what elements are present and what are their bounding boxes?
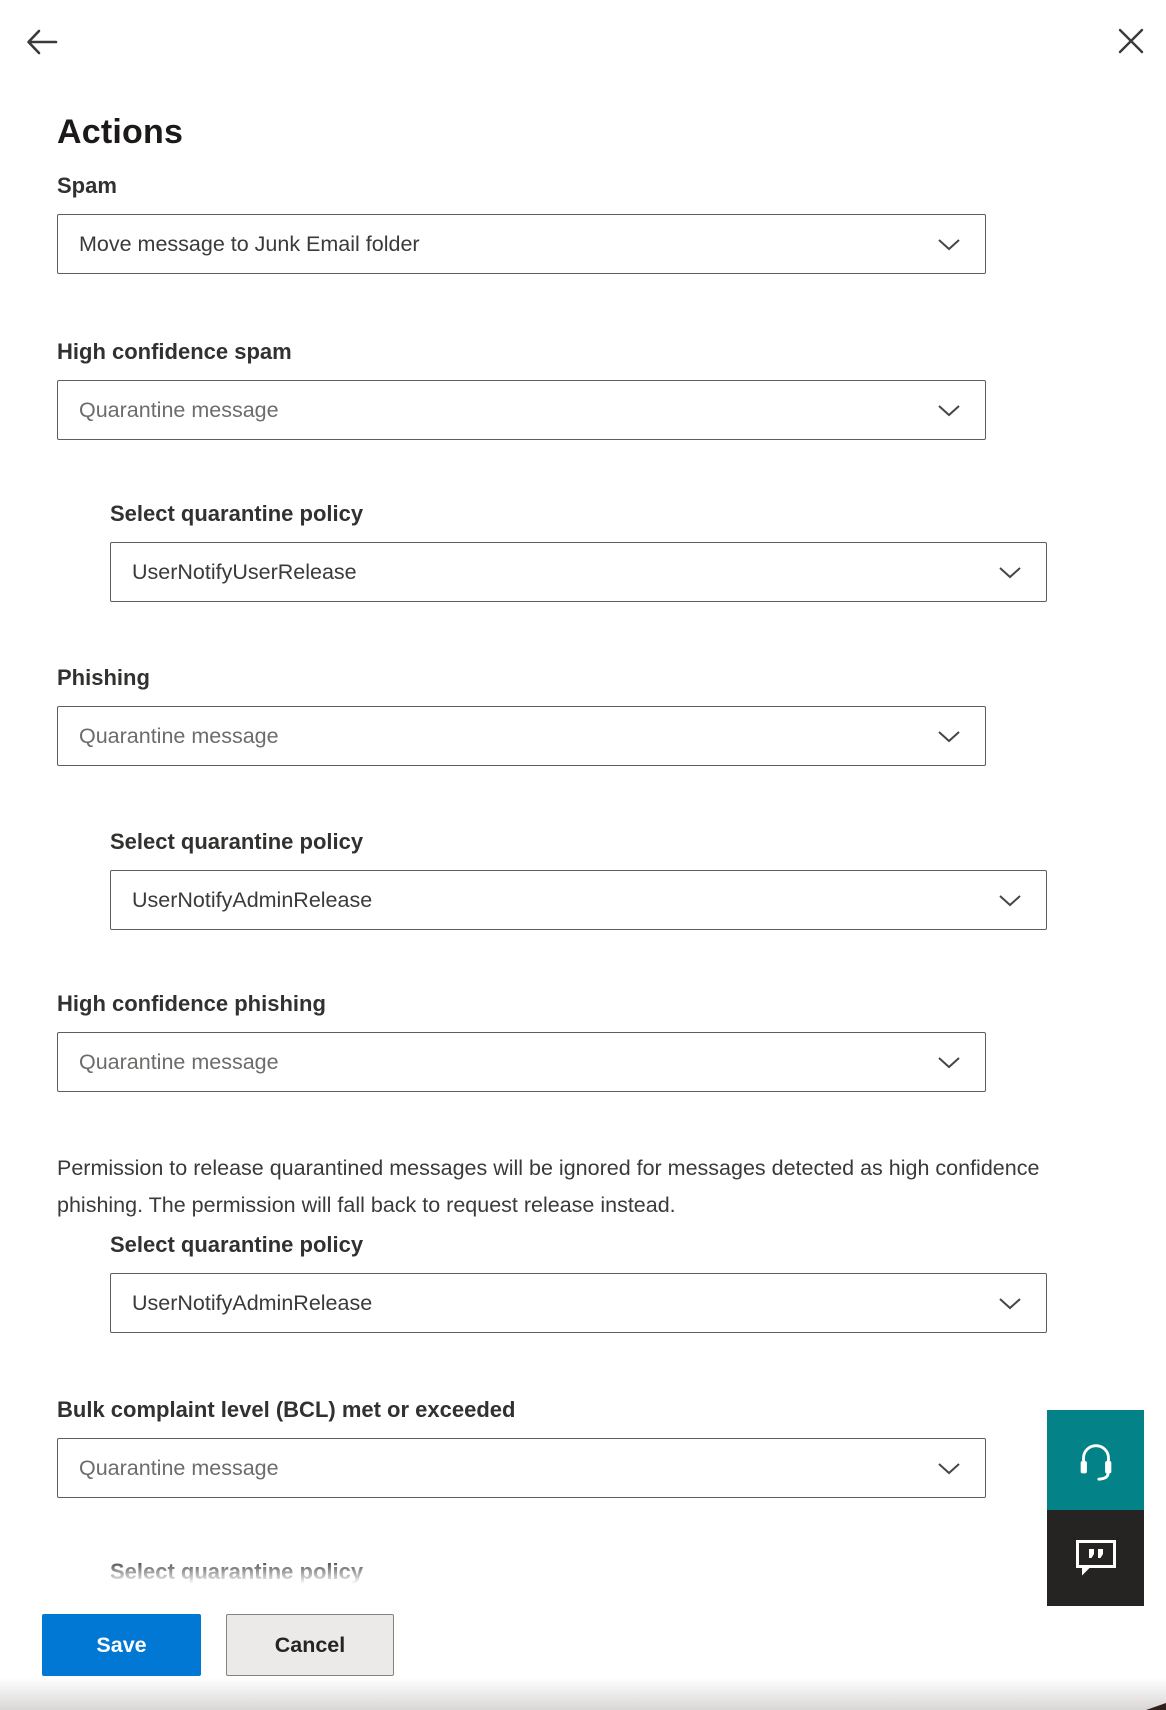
- chevron-down-icon: [937, 404, 961, 417]
- field-high-confidence-spam: [57, 338, 986, 440]
- spam-label: Spam: [57, 173, 117, 198]
- high-confidence-phishing-label: High confidence phishing: [57, 991, 326, 1016]
- high-confidence-phishing-action-dropdown[interactable]: [57, 1032, 986, 1092]
- hcp-quarantine-policy-value: UserNotifyAdminRelease: [132, 1290, 373, 1315]
- field-spam: [57, 172, 986, 274]
- hcs-quarantine-policy-value: UserNotifyUserRelease: [132, 559, 357, 584]
- chevron-down-icon: [998, 566, 1022, 579]
- chevron-down-icon: [998, 1297, 1022, 1310]
- hcs-quarantine-policy-label: Select quarantine policy: [110, 501, 364, 526]
- field-high-confidence-phishing: [57, 990, 986, 1092]
- close-button[interactable]: [1112, 22, 1150, 60]
- phishing-quarantine-policy-dropdown[interactable]: [110, 870, 1047, 930]
- chevron-down-icon: [937, 1056, 961, 1069]
- hcs-quarantine-policy-dropdown[interactable]: [110, 542, 1047, 602]
- field-phishing-quarantine-policy: [110, 828, 1047, 930]
- hcp-permission-note: Permission to release quarantined messages will be ignored for messages detected as high confidence phishing. The permission will fall back to request release instead.: [57, 1155, 1040, 1217]
- chevron-down-icon: [998, 894, 1022, 907]
- bcl-action-dropdown[interactable]: [57, 1438, 986, 1498]
- high-confidence-spam-action-value: Quarantine message: [79, 397, 279, 422]
- field-hcs-quarantine-policy: [110, 500, 1047, 602]
- back-button[interactable]: [22, 22, 62, 62]
- chevron-down-icon: [937, 1462, 961, 1475]
- high-confidence-spam-label: High confidence spam: [57, 339, 292, 364]
- chevron-down-icon: [937, 730, 961, 743]
- high-confidence-spam-action-dropdown[interactable]: [57, 380, 986, 440]
- support-button[interactable]: [1047, 1410, 1144, 1510]
- page-title: Actions: [57, 112, 184, 151]
- spam-action-value: Move message to Junk Email folder: [79, 231, 420, 256]
- hcp-quarantine-policy-dropdown[interactable]: [110, 1273, 1047, 1333]
- footer-bar: [0, 1584, 1166, 1710]
- high-confidence-phishing-action-value: Quarantine message: [79, 1049, 279, 1074]
- bcl-action-value: Quarantine message: [79, 1455, 279, 1480]
- phishing-action-value: Quarantine message: [79, 723, 279, 748]
- arrow-left-icon: [25, 27, 59, 57]
- hcp-quarantine-policy-label: Select quarantine policy: [110, 1232, 364, 1257]
- save-button[interactable]: Save: [42, 1614, 201, 1676]
- close-icon: [1117, 27, 1145, 55]
- chevron-down-icon: [937, 238, 961, 251]
- field-phishing: [57, 664, 986, 766]
- phishing-label: Phishing: [57, 665, 150, 690]
- phishing-action-dropdown[interactable]: [57, 706, 986, 766]
- cancel-button[interactable]: Cancel: [226, 1614, 394, 1676]
- feedback-button[interactable]: [1047, 1510, 1144, 1606]
- field-hcp-quarantine-policy: [110, 1231, 1047, 1333]
- headset-icon: [1073, 1437, 1119, 1483]
- spam-action-dropdown[interactable]: [57, 214, 986, 274]
- feedback-speech-bubble-icon: [1074, 1538, 1118, 1578]
- phishing-quarantine-policy-value: UserNotifyAdminRelease: [132, 887, 373, 912]
- field-bcl: [57, 1396, 986, 1498]
- bcl-label: Bulk complaint level (BCL) met or exceeded: [57, 1397, 516, 1422]
- phishing-quarantine-policy-label: Select quarantine policy: [110, 829, 364, 854]
